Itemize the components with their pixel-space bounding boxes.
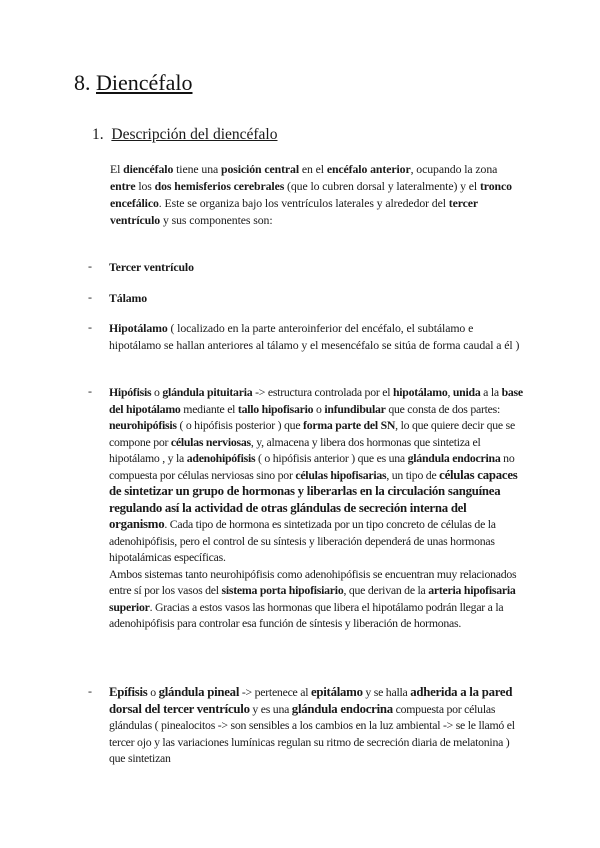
bold-text: glándula pineal [158,685,240,699]
bold-text: dos hemisferios cerebrales [154,179,285,193]
chapter-title [74,70,193,96]
bold-text: tercer ventrículo [110,196,478,227]
text-run: ( o hipófisis posterior ) que [176,418,304,432]
text-run: , ocupando la zona [410,162,498,176]
section-name: Descripción del diencéfalo [111,126,278,143]
list-dash: - [88,259,92,273]
bold-text: forma parte del SN [303,418,396,432]
list-dash: - [88,384,92,398]
text-run: o [151,385,163,399]
text-run: en el [299,162,327,176]
text-run: ( o hipófisis anterior ) que es una [255,451,408,465]
text-run: , un tipo de [386,467,440,482]
text-run: que consta de dos partes: [385,401,501,416]
bold-text: encéfalo anterior [326,162,411,176]
bold-text: unida [452,385,481,399]
bold-text: tallo hipofisario [237,401,314,416]
list-item-text [109,384,527,632]
bold-text: neurohipófisis [109,418,177,432]
bold-text: glándula endocrina [407,451,501,465]
bold-text: diencéfalo [123,162,174,176]
bold-text: posición central [220,162,300,176]
text-run: El [110,162,124,176]
bold-text: Hipotálamo [109,321,168,335]
bold-text: células hipofisarias [295,467,387,482]
chapter-number: 8. [74,70,91,95]
text-run: ( localizado en la parte anteroinferior del encéfalo, el subtálamo e hipotálamo se hallan anteriores al tálamo y el mesencéfalo se sitúa de forma caudal a él ) [109,321,520,352]
text-run: -> pertenece al [239,685,311,699]
bold-text: adherida a la pared dorsal del tercer ventrículo [109,685,513,716]
list-item-text [109,684,527,767]
bold-text: sistema porta hipofisiario [221,583,344,597]
list-item-text [109,259,527,276]
bold-text: células capaces de sintetizar un grupo de hormonas y liberarlas en la circulación sanguínea regulando así la actividad de otras glándulas de secreción interna del organismo [109,467,518,531]
text-run: o [313,401,325,416]
text-run: . Este se organiza bajo los ventrículos laterales y alrededor del [158,196,449,210]
bold-text: entre [110,179,136,193]
text-run: , lo que quiere decir que se compone por [109,418,515,449]
bold-text: Tercer ventrículo [109,260,194,274]
bold-text: tronco encefálico [110,179,512,210]
bold-text: epitálamo [310,685,363,699]
text-run: y sus componentes son: [160,213,273,227]
bold-text: infundibular [324,401,386,416]
bold-text: glándula endocrina [291,701,393,716]
bold-text: Epífisis [109,685,148,699]
text-run: mediante el [180,401,238,416]
bold-text: células nerviosas [170,434,251,449]
bold-text: base del hipotálamo [109,385,523,416]
bold-text: Hipófisis [109,385,152,399]
text-run: (que lo cubren dorsal y lateralmente) y el [284,179,480,193]
text-run: . Gracias a estos vasos las hormonas que libera el hipotálamo podrán llegar a la adenohipófisis para controlar esa función de síntesis y liberación de hormonas. [109,599,504,630]
text-run: Ambos sistemas tanto neurohipófisis como adenohipófisis se encuentran muy relacionados entre sí por los vasos del [109,566,517,597]
section-title [92,126,278,144]
text-run: compuesta por células glándulas ( pinealocitos -> son sensibles a los cambios en la luz ambiental -> se le llamó el tercer ojo y las variaciones lumínicas regulan su ritmo de secreción diaria de melatonina ) que sintetizan [109,701,515,765]
bold-text: adenohipófisis [186,451,256,465]
bold-text: glándula pituitaria [162,385,253,399]
text-run: , [447,385,453,399]
text-run: los [135,179,155,193]
list-dash: - [88,290,92,304]
text-run: . Cada tipo de hormona es sintetizada por un tipo concreto de células de la adenohipófisis, pero el control de su síntesis y liberación dependerá de unas hormonas hipotalámicas específicas. [109,517,496,564]
bold-text: hipotálamo [392,385,448,399]
intro-paragraph [110,161,515,229]
bold-text: Tálamo [109,291,148,305]
section-number: 1. [92,126,104,143]
chapter-name: Diencéfalo [96,70,193,95]
text-run: , que derivan de la [343,583,429,597]
text-run: a la [480,385,502,399]
text-run: , y, almacena y libera dos hormonas que sintetiza el hipotálamo , y la [109,434,481,465]
list-dash: - [88,320,92,334]
text-run: y es una [249,701,292,716]
text-run: y se halla [362,685,411,699]
text-run: o [147,685,159,699]
text-run: -> estructura controlada por el [252,385,393,399]
bold-text: arteria hipofisaria superior [109,583,516,614]
list-item-text [109,290,527,307]
text-run: no compuesta por células nerviosas sino por [109,451,515,482]
list-dash: - [88,684,92,698]
list-item-text [109,320,527,353]
text-run: tiene una [173,162,221,176]
